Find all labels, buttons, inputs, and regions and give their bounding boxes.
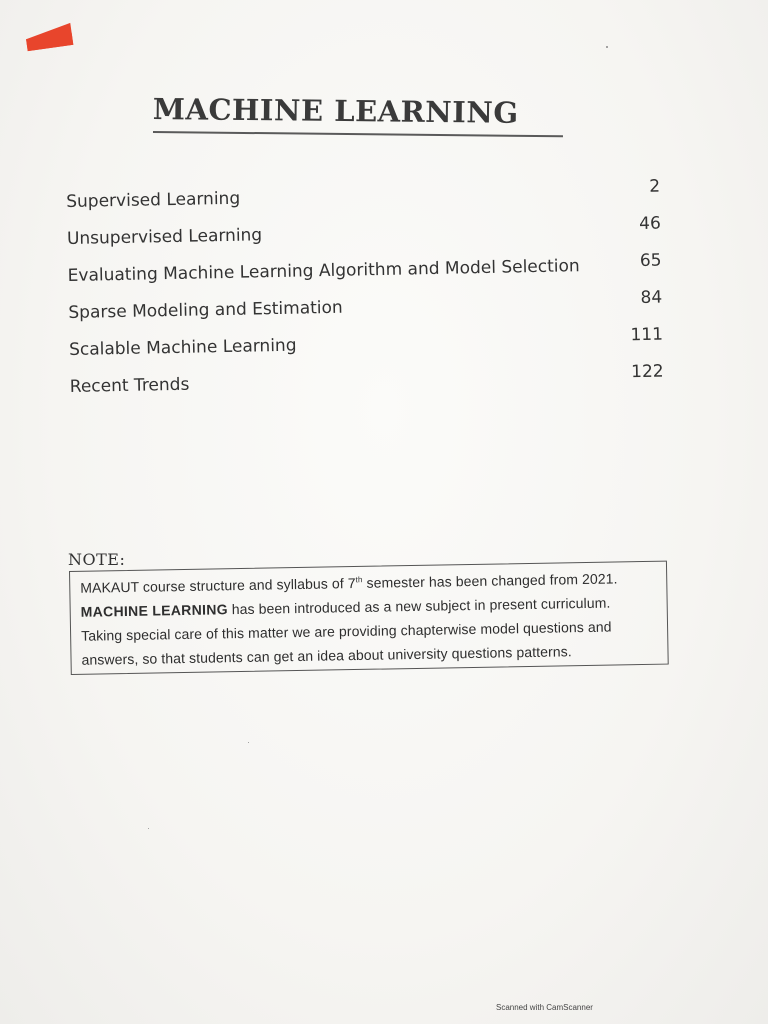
toc-entry-title: Supervised Learning (66, 188, 241, 212)
title-underline (153, 131, 563, 137)
table-of-contents (66, 176, 670, 409)
note-line-3: Taking special care of this matter we are providing chapterwise model questions and (80, 618, 612, 644)
note-line-2 (81, 595, 611, 620)
toc-entry-page: 122 (630, 361, 664, 383)
note-superscript: th (355, 575, 363, 585)
red-corner-mark (25, 23, 74, 51)
toc-entry-page: 65 (639, 250, 662, 271)
toc-entry-page: 111 (630, 324, 664, 346)
note-text: MAKAUT course structure and syllabus of 7 (80, 575, 356, 596)
note-text: semester has been changed from 2021. (362, 570, 618, 591)
document-title: MACHINE LEARNING (152, 92, 519, 130)
scanner-watermark: Scanned with CamScanner (496, 1003, 593, 1012)
toc-entry-page: 46 (638, 213, 661, 235)
toc-entry-title: Recent Trends (69, 374, 190, 397)
toc-entry-title: Evaluating Machine Learning Algorithm and Model Selection (67, 256, 580, 286)
scan-speck (606, 46, 608, 48)
note-line-4: answers, so that students can get an idea about university questions patterns. (81, 643, 572, 668)
toc-entry-page: 84 (640, 287, 663, 308)
note-line-1 (80, 570, 618, 595)
toc-entry-title: Scalable Machine Learning (68, 335, 297, 360)
note-text: has been introduced as a new subject in present curriculum. (227, 594, 611, 618)
scan-speck (248, 742, 249, 743)
toc-entry-title: Sparse Modeling and Estimation (68, 297, 343, 323)
note-subject-name: MACHINE LEARNING (80, 601, 228, 620)
note-box (69, 561, 669, 675)
note-label: NOTE: (68, 550, 126, 569)
toc-entry-page: 2 (649, 176, 661, 197)
scan-speck (148, 828, 149, 829)
toc-entry-title: Unsupervised Learning (66, 225, 263, 249)
